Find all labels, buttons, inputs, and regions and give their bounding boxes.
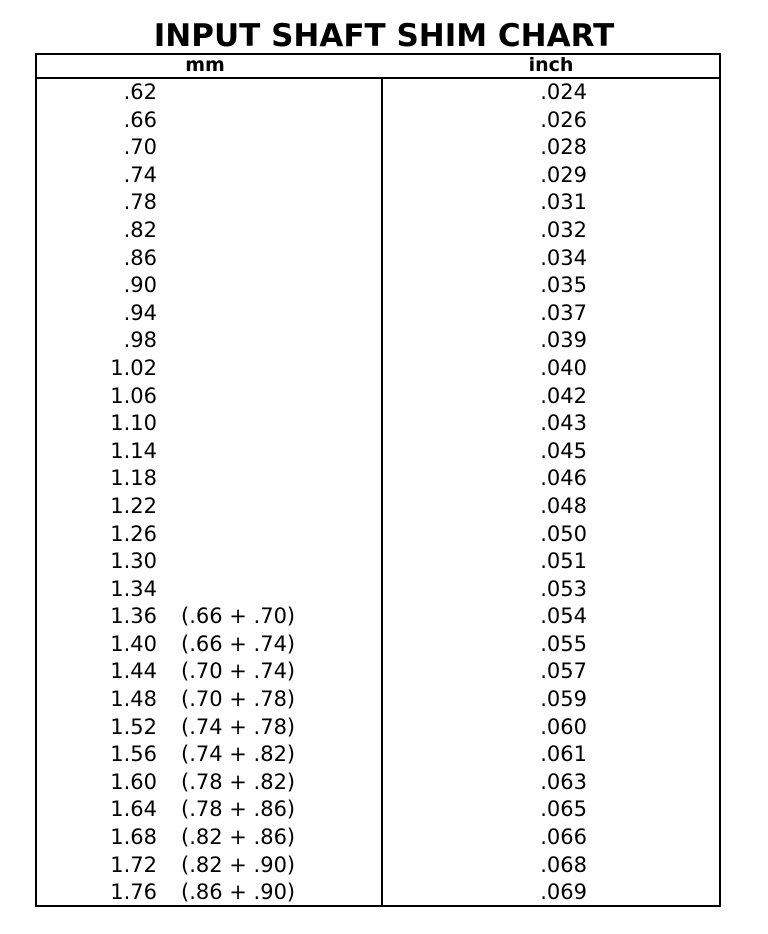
- inch-value: .053: [540, 576, 587, 601]
- table-row: [37, 714, 719, 742]
- inch-value: .032: [540, 217, 587, 242]
- shim-combination: (.66 + .70): [181, 604, 296, 629]
- mm-value: .66: [123, 107, 157, 132]
- table-row: [37, 548, 719, 576]
- table-row: [37, 272, 719, 300]
- inch-value: .054: [540, 604, 587, 629]
- inch-value: .037: [540, 300, 587, 325]
- mm-value: 1.72: [110, 852, 157, 877]
- table-row: [37, 741, 719, 769]
- mm-value: .70: [123, 135, 157, 160]
- table-row: [37, 769, 719, 797]
- shim-combination: (.82 + .90): [181, 852, 296, 877]
- inch-value: .055: [540, 631, 587, 656]
- shim-combination: (.70 + .74): [181, 659, 296, 684]
- inch-value: .040: [540, 355, 587, 380]
- inch-value: .057: [540, 659, 587, 684]
- shim-combination: (.78 + .86): [181, 797, 296, 822]
- table-row: [37, 383, 719, 411]
- table-row: [37, 79, 719, 107]
- mm-value: 1.22: [110, 493, 157, 518]
- inch-value: .059: [540, 687, 587, 712]
- table-row: [37, 162, 719, 190]
- mm-value: 1.52: [110, 714, 157, 739]
- table-row: [37, 576, 719, 604]
- shim-combination: (.78 + .82): [181, 769, 296, 794]
- inch-value: .042: [540, 383, 587, 408]
- inch-value: .043: [540, 411, 587, 436]
- inch-value: .024: [540, 80, 587, 104]
- table-row: [37, 410, 719, 438]
- shim-table: [35, 53, 721, 907]
- table-row: [37, 300, 719, 328]
- mm-value: 1.36: [110, 604, 157, 629]
- inch-value: .031: [540, 190, 587, 215]
- table-row: [37, 879, 719, 907]
- mm-value: 1.40: [110, 631, 157, 656]
- page-title: INPUT SHAFT SHIM CHART: [153, 18, 615, 54]
- mm-value: .74: [123, 162, 157, 187]
- inch-value: .063: [540, 769, 587, 794]
- table-row: [37, 824, 719, 852]
- mm-value: .62: [123, 80, 157, 104]
- table-row: [37, 852, 719, 880]
- table-row: [37, 245, 719, 273]
- mm-value: 1.02: [110, 355, 157, 380]
- inch-value: .039: [540, 328, 587, 353]
- table-row: [37, 355, 719, 383]
- mm-value: 1.60: [110, 769, 157, 794]
- table-row: [37, 327, 719, 355]
- inch-value: .050: [540, 521, 587, 546]
- mm-value: 1.56: [110, 742, 157, 767]
- table-body: [37, 79, 719, 907]
- table-row: [37, 134, 719, 162]
- shim-combination: (.70 + .78): [181, 687, 296, 712]
- shim-combination: (.74 + .82): [181, 742, 296, 767]
- inch-value: .068: [540, 852, 587, 877]
- table-row: [37, 796, 719, 824]
- table-row: [37, 603, 719, 631]
- table-row: [37, 465, 719, 493]
- table-row: [37, 521, 719, 549]
- shim-combination: (.86 + .90): [181, 880, 296, 905]
- mm-value: 1.68: [110, 825, 157, 850]
- mm-value: 1.44: [110, 659, 157, 684]
- mm-value: .86: [123, 245, 157, 270]
- mm-value: .94: [123, 300, 157, 325]
- mm-value: .98: [123, 328, 157, 353]
- mm-value: 1.76: [110, 880, 157, 905]
- mm-value: 1.26: [110, 521, 157, 546]
- inch-value: .069: [540, 880, 587, 905]
- shim-combination: (.74 + .78): [181, 714, 296, 739]
- table-row: [37, 658, 719, 686]
- inch-value: .026: [540, 107, 587, 132]
- inch-value: .028: [540, 135, 587, 160]
- mm-value: 1.48: [110, 687, 157, 712]
- inch-value: .066: [540, 825, 587, 850]
- table-row: [37, 493, 719, 521]
- inch-value: .065: [540, 797, 587, 822]
- mm-value: 1.34: [110, 576, 157, 601]
- mm-value: .90: [123, 273, 157, 298]
- inch-value: .029: [540, 162, 587, 187]
- table-row: [37, 686, 719, 714]
- table-header: [37, 55, 719, 79]
- shim-combination: (.66 + .74): [181, 631, 296, 656]
- column-header-mm: mm: [185, 54, 225, 76]
- inch-value: .035: [540, 273, 587, 298]
- inch-value: .061: [540, 742, 587, 767]
- mm-value: .78: [123, 190, 157, 215]
- mm-value: 1.30: [110, 549, 157, 574]
- mm-value: 1.64: [110, 797, 157, 822]
- inch-value: .051: [540, 549, 587, 574]
- table-row: [37, 217, 719, 245]
- inch-value: .034: [540, 245, 587, 270]
- inch-value: .045: [540, 438, 587, 463]
- mm-value: 1.10: [110, 411, 157, 436]
- table-row: [37, 631, 719, 659]
- mm-value: .82: [123, 217, 157, 242]
- table-row: [37, 189, 719, 217]
- mm-value: 1.18: [110, 466, 157, 491]
- column-header-inch: inch: [528, 54, 574, 76]
- inch-value: .060: [540, 714, 587, 739]
- inch-value: .046: [540, 466, 587, 491]
- inch-value: .048: [540, 493, 587, 518]
- table-row: [37, 107, 719, 135]
- mm-value: 1.06: [110, 383, 157, 408]
- shim-combination: (.82 + .86): [181, 825, 296, 850]
- table-row: [37, 438, 719, 466]
- mm-value: 1.14: [110, 438, 157, 463]
